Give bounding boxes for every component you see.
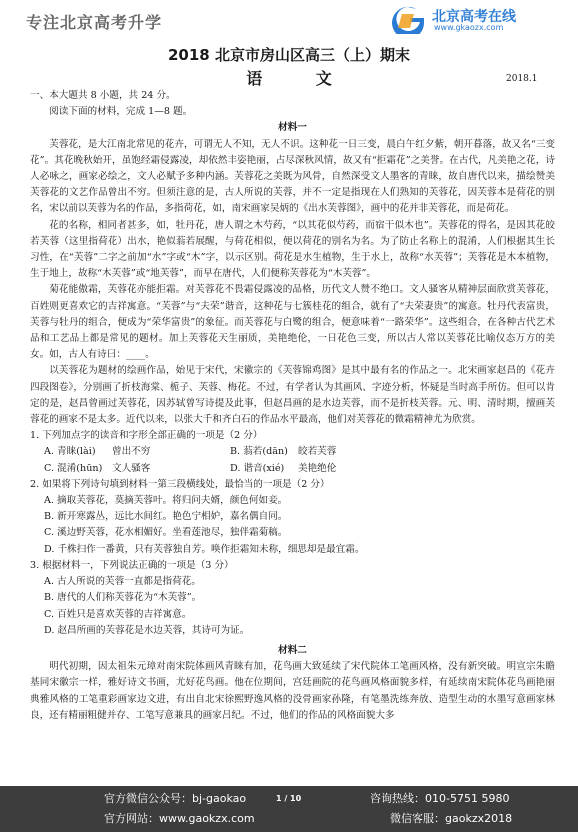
option-text: 皎若芙蓉 (298, 446, 337, 458)
question-3-stem: 3. 根据材料一，下列说法正确的一项是（3 分） (30, 559, 234, 571)
material-2-paragraph: 明代初期，因太祖朱元璋对南宋院体画风青睐有加，花鸟画大致延续了宋代院体工笔画风格，没有新突破。明宣宗朱瞻基同宋徽宗一样，雅好诗文书画，尤好花鸟画。他在位期间，宫廷画院的花鸟画风格面貌多样，有延续南宋院体花鸟画艳丽典雅风格的工笔重彩画家边文进，有出自北宋徐熙野逸风格的没骨画家孙隆，有笔墨洗练奔放、造型生动的水墨写意画家林良，还有精丽粗健并存、工笔写意兼具的画家吕纪。不过，他们的作品的风格面貌大多 (30, 661, 555, 721)
question-3-option: C. 百姓只是喜欢芙蓉的吉祥寓意。 (44, 608, 192, 620)
logo-url: www.gkaozx.com (434, 23, 504, 32)
logo-name: 北京高考在线 (432, 9, 516, 25)
material-1-paragraph: 芙蓉花，是大江南北常见的花卉，可谓无人不知，无人不识。这种花一日三变，晨白午红夕紫，朝开暮落，故又名“三变花”。其花晚秋始开，虽饱经霜侵露凌，却依然丰姿艳丽，占尽深秋风情，故又有“拒霜花”之美誉。在古代，凡美艳之花，诗人必咏之，画家必绘之，文人必赋予多种内涵。芙蓉花之美既为风骨，自然深受文人墨客的青睐，故自唐代以来，描绘赞美芙蓉花的文艺作品曾出不穷。但须注意的是，古人所说的芙蓉，并不一定是指现在人们熟知的芙蓉花，因芙蓉本是荷花的别名，宋以前以芙蓉为名的作品，多指荷花，如，南宋画家吴炳的《出水芙蓉图》，画中的花并非芙蓉花，而是荷花。 (30, 138, 555, 215)
exam-date: 2018.1 (506, 74, 538, 84)
brand-slogan: 专注北京高考升学 (26, 13, 163, 32)
option-text: B. 蓊若(dān) (230, 446, 288, 458)
logo-mark-icon (388, 4, 428, 34)
question-2-option: A. 摘取芙蓉花，莫摘芙蓉叶。将归问夫婿，颜色何如妾。 (44, 495, 288, 507)
question-2-option: C. 溪边野芙蓉，花水相媚好。坐看莲池尽，独伴霜菊稿。 (44, 527, 288, 539)
exam-title: 2018 北京市房山区高三（上）期末 (168, 46, 410, 64)
site-logo[interactable] (388, 4, 548, 34)
option-text: C. 混淆(hūn) (44, 462, 103, 474)
question-2-option: B. 新开寒露丛，远比水间红。艳色宁相妒，嘉名偶自同。 (44, 511, 288, 523)
question-3-option: A. 古人所说的芙蓉一直都是指荷花。 (44, 576, 201, 588)
footer-website[interactable]: 官方网站：www.gaokzx.com (104, 812, 255, 825)
material-1-paragraph: 菊花能傲霜，芙蓉花亦能拒霜。对芙蓉花不畏霜侵露凌的品格，历代文人赞不绝口。文人骚客从精神层面欣赏芙蓉花，百姓则更喜欢它的吉祥寓意。“芙蓉”与“夫荣”谐音，这种花与七簇桂花的组合，就有了“夫荣妻贵”的寓意。牡丹代表富贵，芙蓉与牡丹的组合，便成为“荣华富贵”的象征。而芙蓉花与白鹭的组合，便意味着“一路荣华”。这些组合，在各种古代艺术品和工艺品上都是常见的题材。加上芙蓉花天生丽质，美艳绝伦，一日花色三变，所以古人常以芙蓉花比喻仪态万方的美女。如，古人有诗曰：____。 (30, 284, 555, 361)
question-3-option: D. 赵昌所画的芙蓉花是水边芙蓉，其诗可为证。 (44, 624, 250, 636)
subject-title: 语 文 (246, 69, 356, 88)
footer-wechat: 官方微信公众号：bj-gaokao (104, 792, 247, 805)
footer-hotline: 咨询热线：010-5751 5980 (370, 792, 510, 805)
page-footer (0, 786, 578, 832)
material-1-title: 材料一 (278, 122, 307, 134)
option-text: D. 谐音(xié) (230, 462, 285, 474)
option-text: 文人骚客 (112, 462, 151, 474)
material-2-title: 材料二 (278, 644, 307, 656)
material-1-paragraph: 以芙蓉花为题材的绘画作品，始见于宋代，宋徽宗的《芙蓉锦鸡图》是其中最有名的作品之一。北宋画家赵昌的《花卉四段图卷》，分别画了折枝海棠、栀子、芙蓉、梅花。不过，有学者认为其画风、字迹分析，怀疑是当时高手所仿。但可以肯定的是，赵昌曾画过芙蓉花，因苏轼曾写诗提及此事，但赵昌画的是水边芙蓉，而不是折枝芙蓉。元、明、清时期，擅画芙蓉花的画家不是太多。近代以来，以张大千和齐白石的作品水平最高，他们对芙蓉花的微霜精神尤为欣赏。 (30, 365, 555, 426)
option-text: 美艳绝伦 (298, 462, 337, 474)
section-heading: 一、本大题共 8 小题，共 24 分。 (30, 90, 176, 101)
material-1-paragraph: 花的名称，相同者甚多，如，牡丹花，唐人谓之木芍药，“以其花似芍药，而宿干似木也”。芙蓉花的得名，是因其花皎若芙蓉（这里指荷花）出水，艳似蓊若展醒，与荷花相似，便以荷花的别名为名。为了防止名称上的混淆，人们根据其生长习性，在“芙蓉”二字之前加“水”字或“木”字，以示区别。荷花是水生植物，生于水上，故称“水芙蓉”；芙蓉花是木本植物，生于地上，故称“木芙蓉”或“地芙蓉”，而早在唐代，人们便称芙蓉花为“木芙蓉”。 (30, 219, 555, 280)
question-3-option: B. 唐代的人们称芙蓉花为“木芙蓉”。 (44, 592, 202, 604)
page-header (0, 0, 578, 36)
question-2-stem: 2. 如果将下列诗句填到材料一第三段横线处，最恰当的一项是（2 分） (30, 478, 330, 490)
question-1-stem: 1. 下列加点字的读音和字形全部正确的一项是（2 分） (30, 430, 263, 442)
question-1-options-row (30, 444, 555, 460)
exam-content (30, 88, 555, 724)
option-text: A. 青睐(lài) (44, 446, 96, 458)
option-text: 曾出不穷 (112, 446, 151, 458)
footer-wechat-service: 微信客服：gaokzx2018 (390, 812, 513, 825)
section-instruction: 阅读下面的材料，完成 1—8 题。 (49, 106, 193, 118)
page-number: 1 / 10 (276, 794, 302, 803)
question-1-options-row (30, 461, 555, 477)
question-2-option: D. 千株扫作一番黄，只有芙蓉独自芳。唤作拒霜知未称，细思却是最宜霜。 (44, 543, 365, 555)
